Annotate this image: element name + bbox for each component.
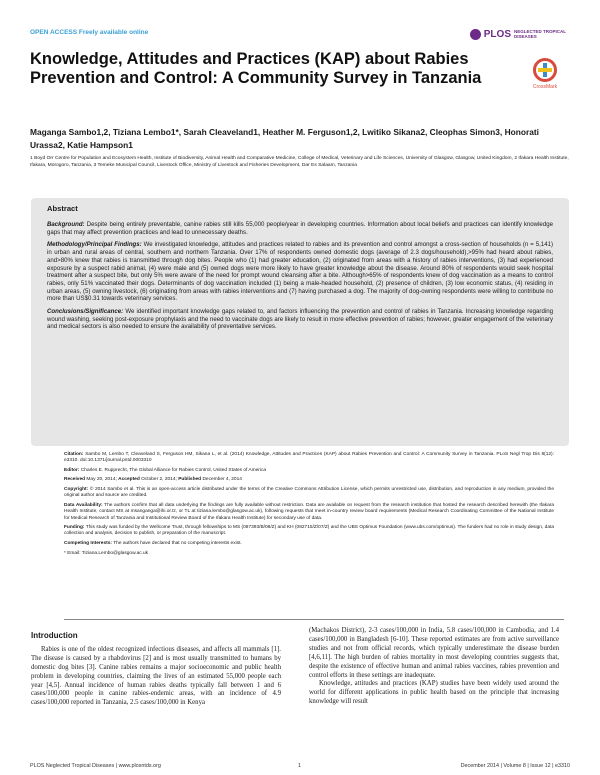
background-text: Despite being entirely preventable, canine rabies still kills 55,000 people/year in developing countries. Information about local beliefs and practices can identify knowledge gaps that may affect prevention practices and lead to unnecessary deaths. (47, 221, 553, 236)
availability-text: The authors confirm that all data underlying the findings are fully available without restriction. Data are available on request from the research institution that hosted the research described herewith (the Ifakara Health Institute, contact MS at msanganga@ihi.or.tz, or TL at tiziana.lembo@glasgow.ac.uk), following requests that meet in-country review board requirements (Medical Research Coordinating Committee of the National Institute for Medical Research of Tanzania and Institutional Review Board of the Ifakara Health Institute) for secondary use of data. (64, 502, 554, 521)
copyright-label: Copyright: (64, 487, 89, 493)
availability-label: Data Availability: (64, 502, 103, 508)
plos-brand: PLOS (483, 28, 511, 40)
journal-header (30, 27, 570, 43)
funding-text: This study was funded by the Wellcome Trust, through fellowships to MS (087393/B/08/Z) and KH (082715/Z/07/Z) and the UBS Optimus Foundation (www.ubs.com/optimus). The funders had no role in study design, data collection and analysis, decision to publish, or preparation of the manuscript. (64, 525, 554, 537)
methods-text: We investigated knowledge, attitudes and practices related to rabies and its prevention and control amongst a cross-section of households (n = 5,141) in urban and rural areas of central, southern and northern Tanzania. Over 17% of respondents owned domestic dogs (average of 2.3 dogs/household),>95% had heard about rabies, and>80% knew that rabies is transmitted through dog bites. People who (1) had greater education, (2) originated from areas with a history of rabies interventions, (3) had experienced exposure by a suspect rabid animal, (4) were male and (5) owned dogs were more likely to have greater knowledge about the disease. Around 80% of respondents would seek hospital treatment after a suspect bite, but only 5% were aware of the need for prompt wound cleansing after a bite. Although>65% of respondents knew of dog vaccination as a means to control rabies, only 51% vaccinated their dogs. Determinants of dog vaccination included (1) being a male-headed household, (2) presence of children, (3) low economic status, (4) residing in urban areas, (5) owning livestock, (6) originating from areas with rabies interventions and (7) having purchased a dog. The majority of dog-owning respondents were willing to contribute no more than US$0.31 towards veterinary services. (47, 241, 553, 303)
body-column-right (309, 627, 559, 707)
intro-paragraph-2: Knowledge, attitudes and practices (KAP) studies have been widely used around the world for different applications in public health based on the principle that increasing knowledge will result (309, 680, 559, 706)
conclusions-text: We identified important knowledge gaps related to, and factors influencing the prevention and control of rabies in Tanzania. Increasing knowledge regarding wound washing, seeking post-exposure prophylaxis and the need to vaccinate dogs are likely to result in more effective prevention of rabies; however, greater engagement of the veterinary and medical sectors is also needed to ensure the availability of preventative services. (47, 308, 553, 331)
intro-heading: Introduction (31, 631, 78, 640)
crossmark-label: CrossMark (532, 84, 558, 90)
footer-journal: PLOS Neglected Tropical Diseases | www.plosntds.org (30, 763, 161, 769)
published-label: Published (178, 477, 202, 483)
copyright (64, 487, 554, 500)
footer-issue: December 2014 | Volume 8 | Issue 12 | e3310 (460, 763, 570, 769)
abstract-methods (47, 241, 553, 303)
crossmark-badge[interactable] (525, 58, 565, 104)
competing-label: Competing Interests: (64, 541, 112, 547)
methods-label: Methodology/Principal Findings: (47, 241, 142, 249)
published-date: December 4, 2014 (202, 477, 242, 483)
background-label: Background: (47, 221, 85, 228)
contact-email[interactable]: * Email: Tiziana.Lembo@glasgow.ac.uk (64, 550, 149, 556)
journal-subtitle: NEGLECTED TROPICAL DISEASES (514, 29, 566, 39)
plos-logo-icon (470, 29, 481, 40)
open-access-text: OPEN ACCESS Freely available online (30, 29, 149, 36)
author-list: Maganga Sambo1,2, Tiziana Lembo1*, Sarah Cleaveland1, Heather M. Ferguson1,2, Lwitiko Sikana2, Cleophas Simon3, Honorati Urassa2, Katie Hampson1 (30, 127, 539, 150)
editor-text: Charles E. Rupprecht, The Global Alliance for Rabies Control, United States of America (80, 467, 267, 473)
received-label: Received (64, 477, 86, 483)
citation (64, 452, 554, 465)
page-number: 1 (298, 763, 301, 769)
accepted-label: Accepted (118, 477, 140, 483)
funding-label: Funding: (64, 525, 85, 531)
citation-text: Sambo M, Lembo T, Cleaveland S, Ferguson HM, Sikana L, et al. (2014) Knowledge, Attitudes and Practices (KAP) about Rabies Prevention and Control: A Community Survey in Tanzania. PLoS Negl Trop Dis 8(12): e3310. doi:10.1371/journal.pntd.0003310 (64, 452, 554, 464)
abstract-background (47, 221, 553, 236)
data-availability (64, 503, 554, 522)
competing-text: The authors have declared that no competing interests exist. (113, 541, 242, 547)
editor-label: Editor: (64, 467, 80, 473)
body-column-left (31, 632, 281, 708)
funding (64, 525, 554, 538)
section-divider (64, 619, 564, 620)
intro-paragraph-1: Rabies is one of the oldest recognized infectious diseases, and affects all mammals [1]. The disease is caused by a rhabdovirus [2] and is most usually transmitted to humans by domestic dog bites [3]. Canine rabies remains a major socioeconomic and public health problem in developing countries, claiming the lives of an estimated 55,000 people each year [4,5]. Annual incidence of human rabies deaths typically fall between 1 and 6 cases/100,000 people in canine rabies-endemic areas, with an incidence of 4.9 cases/100,000 reported in Tanzania, 2.5 cases/100,000 in Kenya (31, 645, 281, 707)
article-title: Knowledge, Attitudes and Practices (KAP) about Rabies Prevention and Control: A Community Survey in Tanzania (30, 50, 482, 87)
citation-label: Citation: (64, 452, 84, 457)
competing-interests (64, 541, 554, 547)
dates (64, 477, 554, 483)
abstract-heading: Abstract (47, 204, 78, 213)
editor (64, 468, 554, 474)
abstract-box (31, 198, 569, 446)
affiliations: 1 Boyd Orr Centre for Population and Ecosystem Health, Institute of Biodiversity, Animal Health and Comparative Medicine, College of Medical, Veterinary and Life Sciences, University of Glasgow, Glasgow, United Kingdom, 2 Ifakara Health Institute, Ifakara, Morogoro, Tanzania, 3 Temeke Municipal Council, Livestock Office, Ministry of Livestock and Fisheries Development, Dar Es Salaam, Tanzania (30, 156, 569, 168)
copyright-text: © 2014 Sambo et al. This is an open-access article distributed under the terms of the Creative Commons Attribution License, which permits unrestricted use, distribution, and reproduction in any medium, provided the original author and source are credited. (64, 487, 554, 499)
conclusions-label: Conclusions/Significance: (47, 308, 124, 316)
open-access-badge (30, 29, 148, 36)
abstract-conclusions (47, 308, 553, 331)
intro-paragraph-1-cont: (Machakos District), 2-3 cases/100,000 in India, 5.8 cases/100,000 in Cambodia, and 1.4 cases/100,000 in Bangladesh [6-10]. These reported estimates are from active surveillance studies and not from official records, which typically underestimate the disease burden [4,6,11]. The high burden of rabies mortality in most developing countries suggests that, despite the existence of effective human and animal rabies vaccines, rabies prevention and control efforts in these settings are inadequate. (309, 627, 559, 679)
crossmark-icon (533, 58, 557, 82)
article-metadata (64, 452, 554, 560)
plos-logo (470, 27, 570, 41)
accepted-date: October 2, 2014; (141, 477, 177, 483)
received-date: May 20, 2014; (86, 477, 117, 483)
